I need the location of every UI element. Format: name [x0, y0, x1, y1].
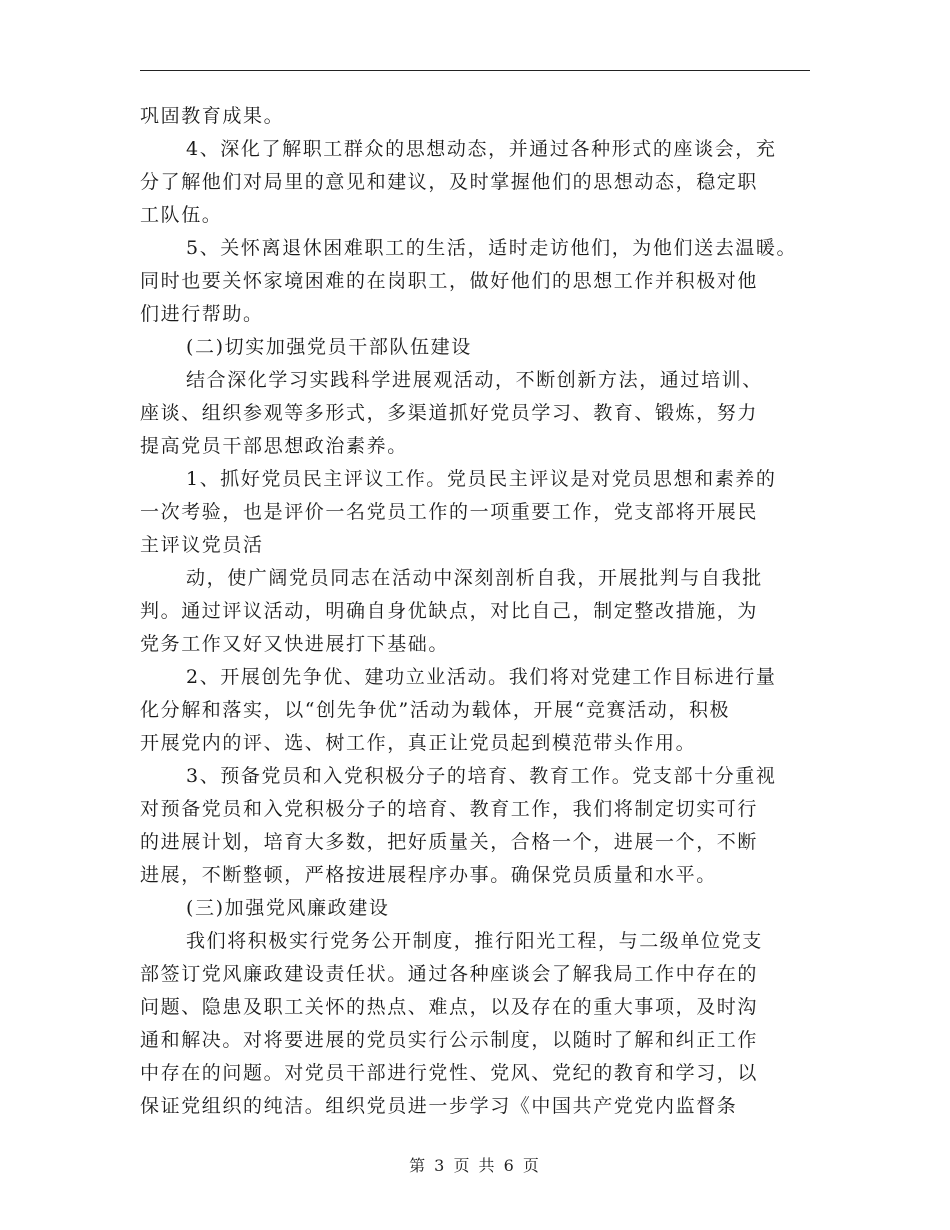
- text-line: 我们将积极实行党务公开制度，推行阳光工程，与二级单位党支: [186, 930, 763, 952]
- text-line: 动，使广阔党员同志在活动中深刻剖析自我，开展批判与自我批: [186, 567, 763, 589]
- text-line: 对预备党员和入党积极分子的培育、教育工作，我们将制定切实可行: [140, 798, 759, 820]
- text-line: 结合深化学习实践科学进展观活动，不断创新方法，通过培训、: [186, 369, 763, 391]
- text-line: 中存在的问题。对党员干部进行党性、党风、党纪的教育和学习，以: [140, 1062, 759, 1084]
- text-line: 分了解他们对局里的意见和建议，及时掌握他们的思想动态，稳定职: [140, 171, 759, 193]
- text-line: 保证党组织的纯洁。组织党员进一步学习《中国共产党党内监督条: [140, 1095, 738, 1117]
- text-line: 一次考验，也是评价一名党员工作的一项重要工作，党支部将开展民: [140, 501, 759, 523]
- text-line: 2、开展创先争优、建功立业活动。我们将对党建工作目标进行量: [186, 666, 777, 688]
- text-line: 4、深化了解职工群众的思想动态，并通过各种形式的座谈会，充: [186, 138, 777, 160]
- document-body: [140, 100, 830, 1123]
- page-number: 第 3 页 共 6 页: [409, 1156, 541, 1175]
- text-line: 座谈、组织参观等多形式，多渠道抓好党员学习、教育、锻炼，努力: [140, 402, 759, 424]
- text-line: 的进展计划，培育大多数，把好质量关，合格一个，进展一个，不断: [140, 831, 759, 853]
- text-line: 通和解决。对将要进展的党员实行公示制度，以随时了解和纠正工作: [140, 1029, 759, 1051]
- text-line: 1、抓好党员民主评议工作。党员民主评议是对党员思想和素养的: [186, 468, 777, 490]
- text-line: 5、关怀离退休困难职工的生活，适时走访他们，为他们送去温暖。: [186, 237, 798, 259]
- text-line: 主评议党员活: [140, 534, 264, 556]
- text-line: 问题、隐患及职工关怀的热点、难点，以及存在的重大事项，及时沟: [140, 996, 759, 1018]
- text-line: 开展党内的评、选、树工作，真正让党员起到模范带头作用。: [140, 732, 697, 754]
- text-line: 党务工作又好又快进展打下基础。: [140, 633, 450, 655]
- text-line: 判。通过评议活动，明确自身优缺点，对比自己，制定整改措施，为: [140, 600, 759, 622]
- text-line: 们进行帮助。: [140, 303, 264, 325]
- text-line: 工队伍。: [140, 204, 223, 226]
- text-line: 部签订党风廉政建设责任状。通过各种座谈会了解我局工作中存在的: [140, 963, 759, 985]
- text-line: 巩固教育成果。: [140, 105, 285, 127]
- text-line: 化分解和落实，以“创先争优”活动为载体，开展“竞赛活动，积极: [140, 699, 731, 721]
- text-line: 3、预备党员和入党积极分子的培育、教育工作。党支部十分重视: [186, 765, 777, 787]
- text-line: 同时也要关怀家境困难的在岗职工，做好他们的思想工作并积极对他: [140, 270, 759, 292]
- text-line: 进展，不断整顿，严格按进展程序办事。确保党员质量和水平。: [140, 864, 717, 886]
- section-heading: (三)加强党风廉政建设: [186, 897, 390, 919]
- text-line: 提高党员干部思想政治素养。: [140, 435, 408, 457]
- header-rule: [140, 70, 810, 71]
- section-heading: (二)切实加强党员干部队伍建设: [186, 336, 472, 358]
